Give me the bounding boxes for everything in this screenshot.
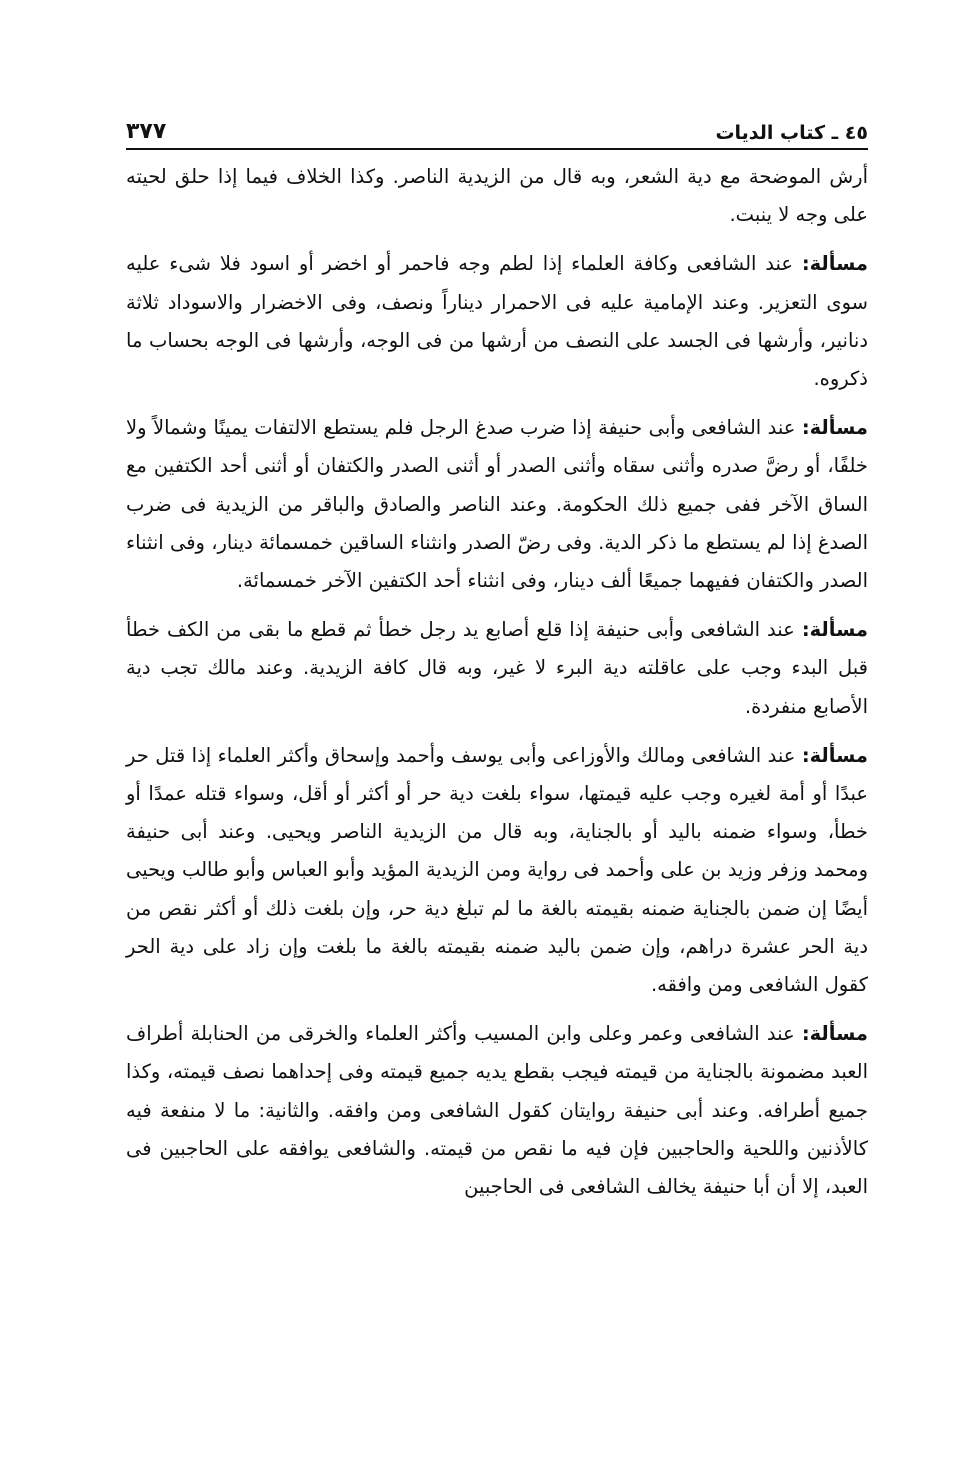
paragraph-text: عند الشافعى وأبى حنيفة إذا قلع أصابع يد رجل خطأ ثم قطع ما بقى من الكف خطأ قبل البدء وجب على عاقلته دية البرء لا غير، وبه قال كافة الزيدية. وعند مالك تجب دية الأصابع منفردة. [126,618,868,718]
paragraph [126,409,868,600]
running-header [126,108,868,150]
running-title: ٤٥ ـ كتاب الديات [715,122,868,144]
paragraph-text: أرش الموضحة مع دية الشعر، وبه قال من الزيدية الناصر. وكذا الخلاف فيما إذا حلق لحيته على وجه لا ينبت. [126,165,868,227]
paragraph-text: عند الشافعى وأبى حنيفة إذا ضرب صدغ الرجل فلم يستطع الالتفات يمينًا وشمالاً ولا خلفًا، أو رضَّ صدره وأثنى سقاه وأثنى الصدر أو أثنى الصدر والكتفان أو أثنى أحد الكتفين مع الساق الآخر ففى جميع ذلك الحكومة. وعند الناصر والصادق والباقر من الزيدية فى ضرب الصدغ إذا لم يستطع ما ذكر الدية. وفى رضّ الصدر وانثناء الساقين خمسمائة دينار، وفى انثناء الصدر والكتفان ففيهما جميعًا ألف دينار، وفى انثناء أحد الكتفين الآخر خمسمائة. [126,416,868,593]
paragraph-text: عند الشافعى وعمر وعلى وابن المسيب وأكثر العلماء والخرقى من الحنابلة أطراف العبد مضمونة بالجناية من قيمته فيجب بقطع يديه جميع قيمته وفى إحداهما نصف قيمته، وكذا جميع أطرافه. وعند أبى حنيفة روايتان كقول الشافعى ومن وافقه. والثانية: ما لا منفعة فيه كالأذنين واللحية والحاجبين فإن فيه ما نقص من قيمته. والشافعى يوافقه على الحاجبين فى العبد، إلا أن أبا حنيفة يخالف الشافعى فى الحاجبين [126,1022,868,1199]
paragraph [126,1015,868,1206]
paragraph-text: عند الشافعى ومالك والأوزاعى وأبى يوسف وأحمد وإسحاق وأكثر العلماء إذا قتل حر عبدًا أو أمة لغيره وجب عليه قيمتها، سواء بلغت دية حر أو أكثر أو أقل، وسواء قتله عمدًا أو خطأ، وسواء ضمنه باليد أو بالجناية، وبه قال من الزيدية الناصر ويحيى. وعند أبى حنيفة ومحمد وزفر وزيد بن على وأحمد فى رواية ومن الزيدية المؤيد وأبو العباس وأبو طالب ويحيى أيضًا إن ضمن بالجناية ضمنه بقيمته بالغة ما لم تبلغ دية حر، وإن بلغت ذلك أو أكثر نقص من دية الحر عشرة دراهم، وإن ضمن باليد ضمنه بقيمته بالغة ما بلغت وإن زاد على دية الحر كقول الشافعى ومن وافقه. [126,743,868,997]
page-number: ٣٧٧ [126,119,167,144]
masala-label: مسألة: [801,618,868,642]
paragraph [126,611,868,726]
paragraph [126,245,868,398]
masala-label: مسألة: [801,1022,868,1046]
body-text [126,158,868,1206]
paragraph-text: عند الشافعى وكافة العلماء إذا لطم وجه فاحمر أو اخضر أو اسود فلا شىء عليه سوى التعزير. وعند الإمامية عليه فى الاحمرار ديناراً ونصف، وفى الاخضرار والاسوداد ثلاثة دنانير، وأرشها فى الجسد على النصف من أرشها من فى الوجه، وأرشها فى الوجه بحساب ما ذكروه. [126,252,868,391]
book-page [126,108,868,1217]
paragraph [126,158,868,234]
masala-label: مسألة: [801,416,868,440]
paragraph [126,737,868,1004]
masala-label: مسألة: [801,743,868,767]
masala-label: مسألة: [801,252,868,276]
